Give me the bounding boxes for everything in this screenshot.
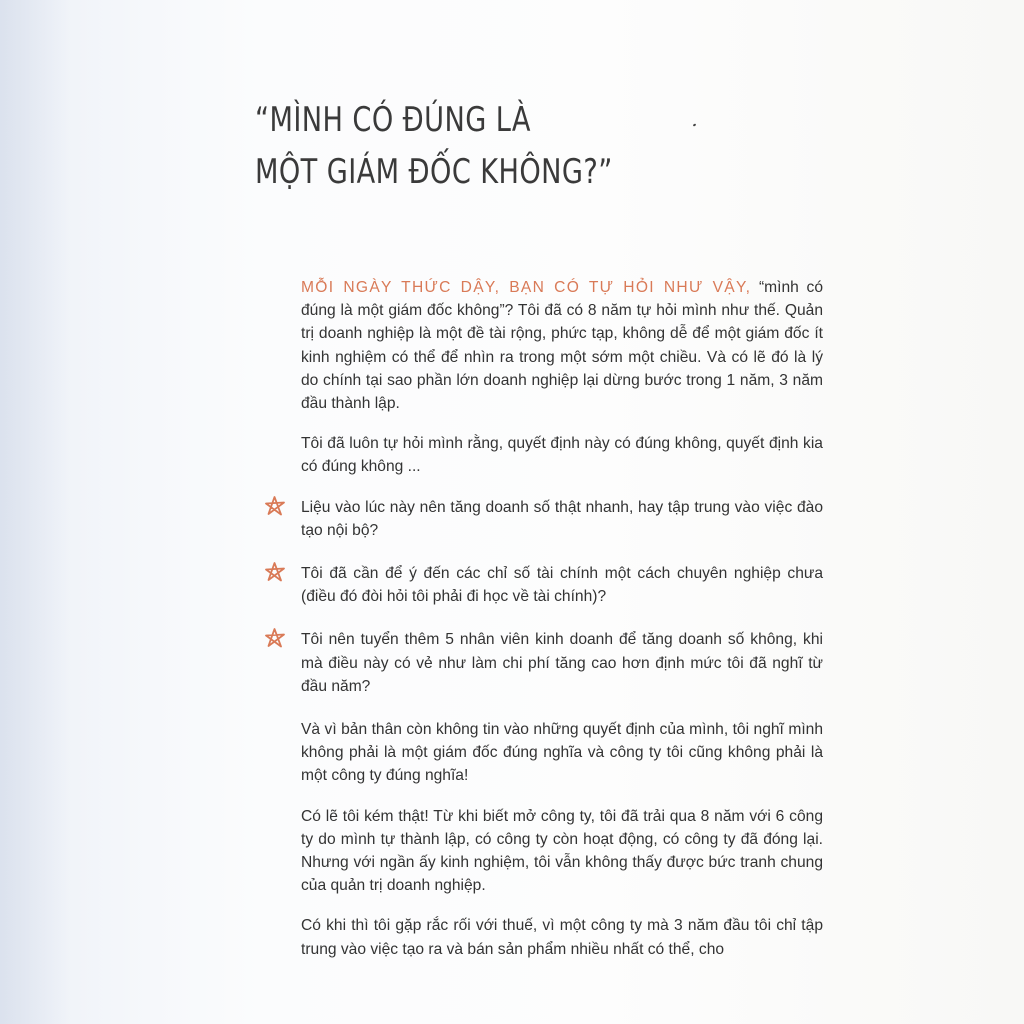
ink-speck: [693, 123, 697, 126]
bullet-item-3: [301, 628, 823, 698]
paragraph-questions: Tôi đã luôn tự hỏi mình rằng, quyết định này có đúng không, quyết định kia có đúng không ...: [301, 435, 823, 476]
bullet-text-3: Tôi nên tuyển thêm 5 nhân viên kinh doanh để tăng doanh số không, khi mà điều này có vẻ như làm chi phí tăng cao hơn định mức tôi đã nghĩ từ đầu năm?: [301, 631, 823, 695]
bullet-item-2: [301, 562, 823, 608]
chapter-title-line-1: “MÌNH CÓ ĐÚNG LÀ: [255, 100, 531, 140]
page-binding-shadow: [0, 0, 70, 1024]
hand-drawn-star-icon: [263, 626, 287, 650]
page-body: [301, 276, 823, 978]
chapter-title-line-2: MỘT GIÁM ĐỐC KHÔNG?”: [255, 152, 613, 192]
intro-text: “mình có đúng là một giám đốc không”? Tôi đã có 8 năm tự hỏi mình như thế. Quản trị doanh nghiệp là một đề tài rộng, phức tạp, không dễ để một giám đốc ít kinh nghiệm có thể để nhìn ra trong một sớm một chiều. Và có lẽ đó là lý do chính tại sao phần lớn doanh nghiệp lại dừng bước trong 1 năm, 3 năm đầu thành lập.: [301, 279, 823, 413]
paragraph-intro: [301, 276, 823, 415]
chapter-title: [255, 94, 613, 198]
hand-drawn-star-icon: [263, 494, 287, 518]
bullet-text-1: Liệu vào lúc này nên tăng doanh số thật nhanh, hay tập trung vào việc đào tạo nội bộ?: [301, 498, 823, 539]
hand-drawn-star-icon: [263, 560, 287, 584]
paragraph-experience: Có lẽ tôi kém thật! Từ khi biết mở công ty, tôi đã trải qua 8 năm với 6 công ty do mình tự thành lập, có công ty còn hoạt động, có công ty đã đóng lại. Nhưng với ngần ấy kinh nghiệm, tôi vẫn không thấy được bức tranh chung của quản trị doanh nghiệp.: [301, 807, 823, 895]
bullet-text-2: Tôi đã cần để ý đến các chỉ số tài chính một cách chuyên nghiệp chưa (điều đó đòi hỏi tôi phải đi học về tài chính)?: [301, 565, 823, 606]
paragraph-self-doubt: Và vì bản thân còn không tin vào những quyết định của mình, tôi nghĩ mình không phải là một giám đốc đúng nghĩa và công ty tôi cũng không phải là một công ty đúng nghĩa!: [301, 721, 823, 785]
intro-lead-caps: MỖI NGÀY THỨC DẬY, BẠN CÓ TỰ HỎI NHƯ VẬY,: [301, 279, 752, 296]
paragraph-tax-trouble: Có khi thì tôi gặp rắc rối với thuế, vì một công ty mà 3 năm đầu tôi chỉ tập trung vào việc tạo ra và bán sản phẩm nhiều nhất có thể, cho: [301, 917, 823, 958]
bullet-item-1: [301, 496, 823, 542]
